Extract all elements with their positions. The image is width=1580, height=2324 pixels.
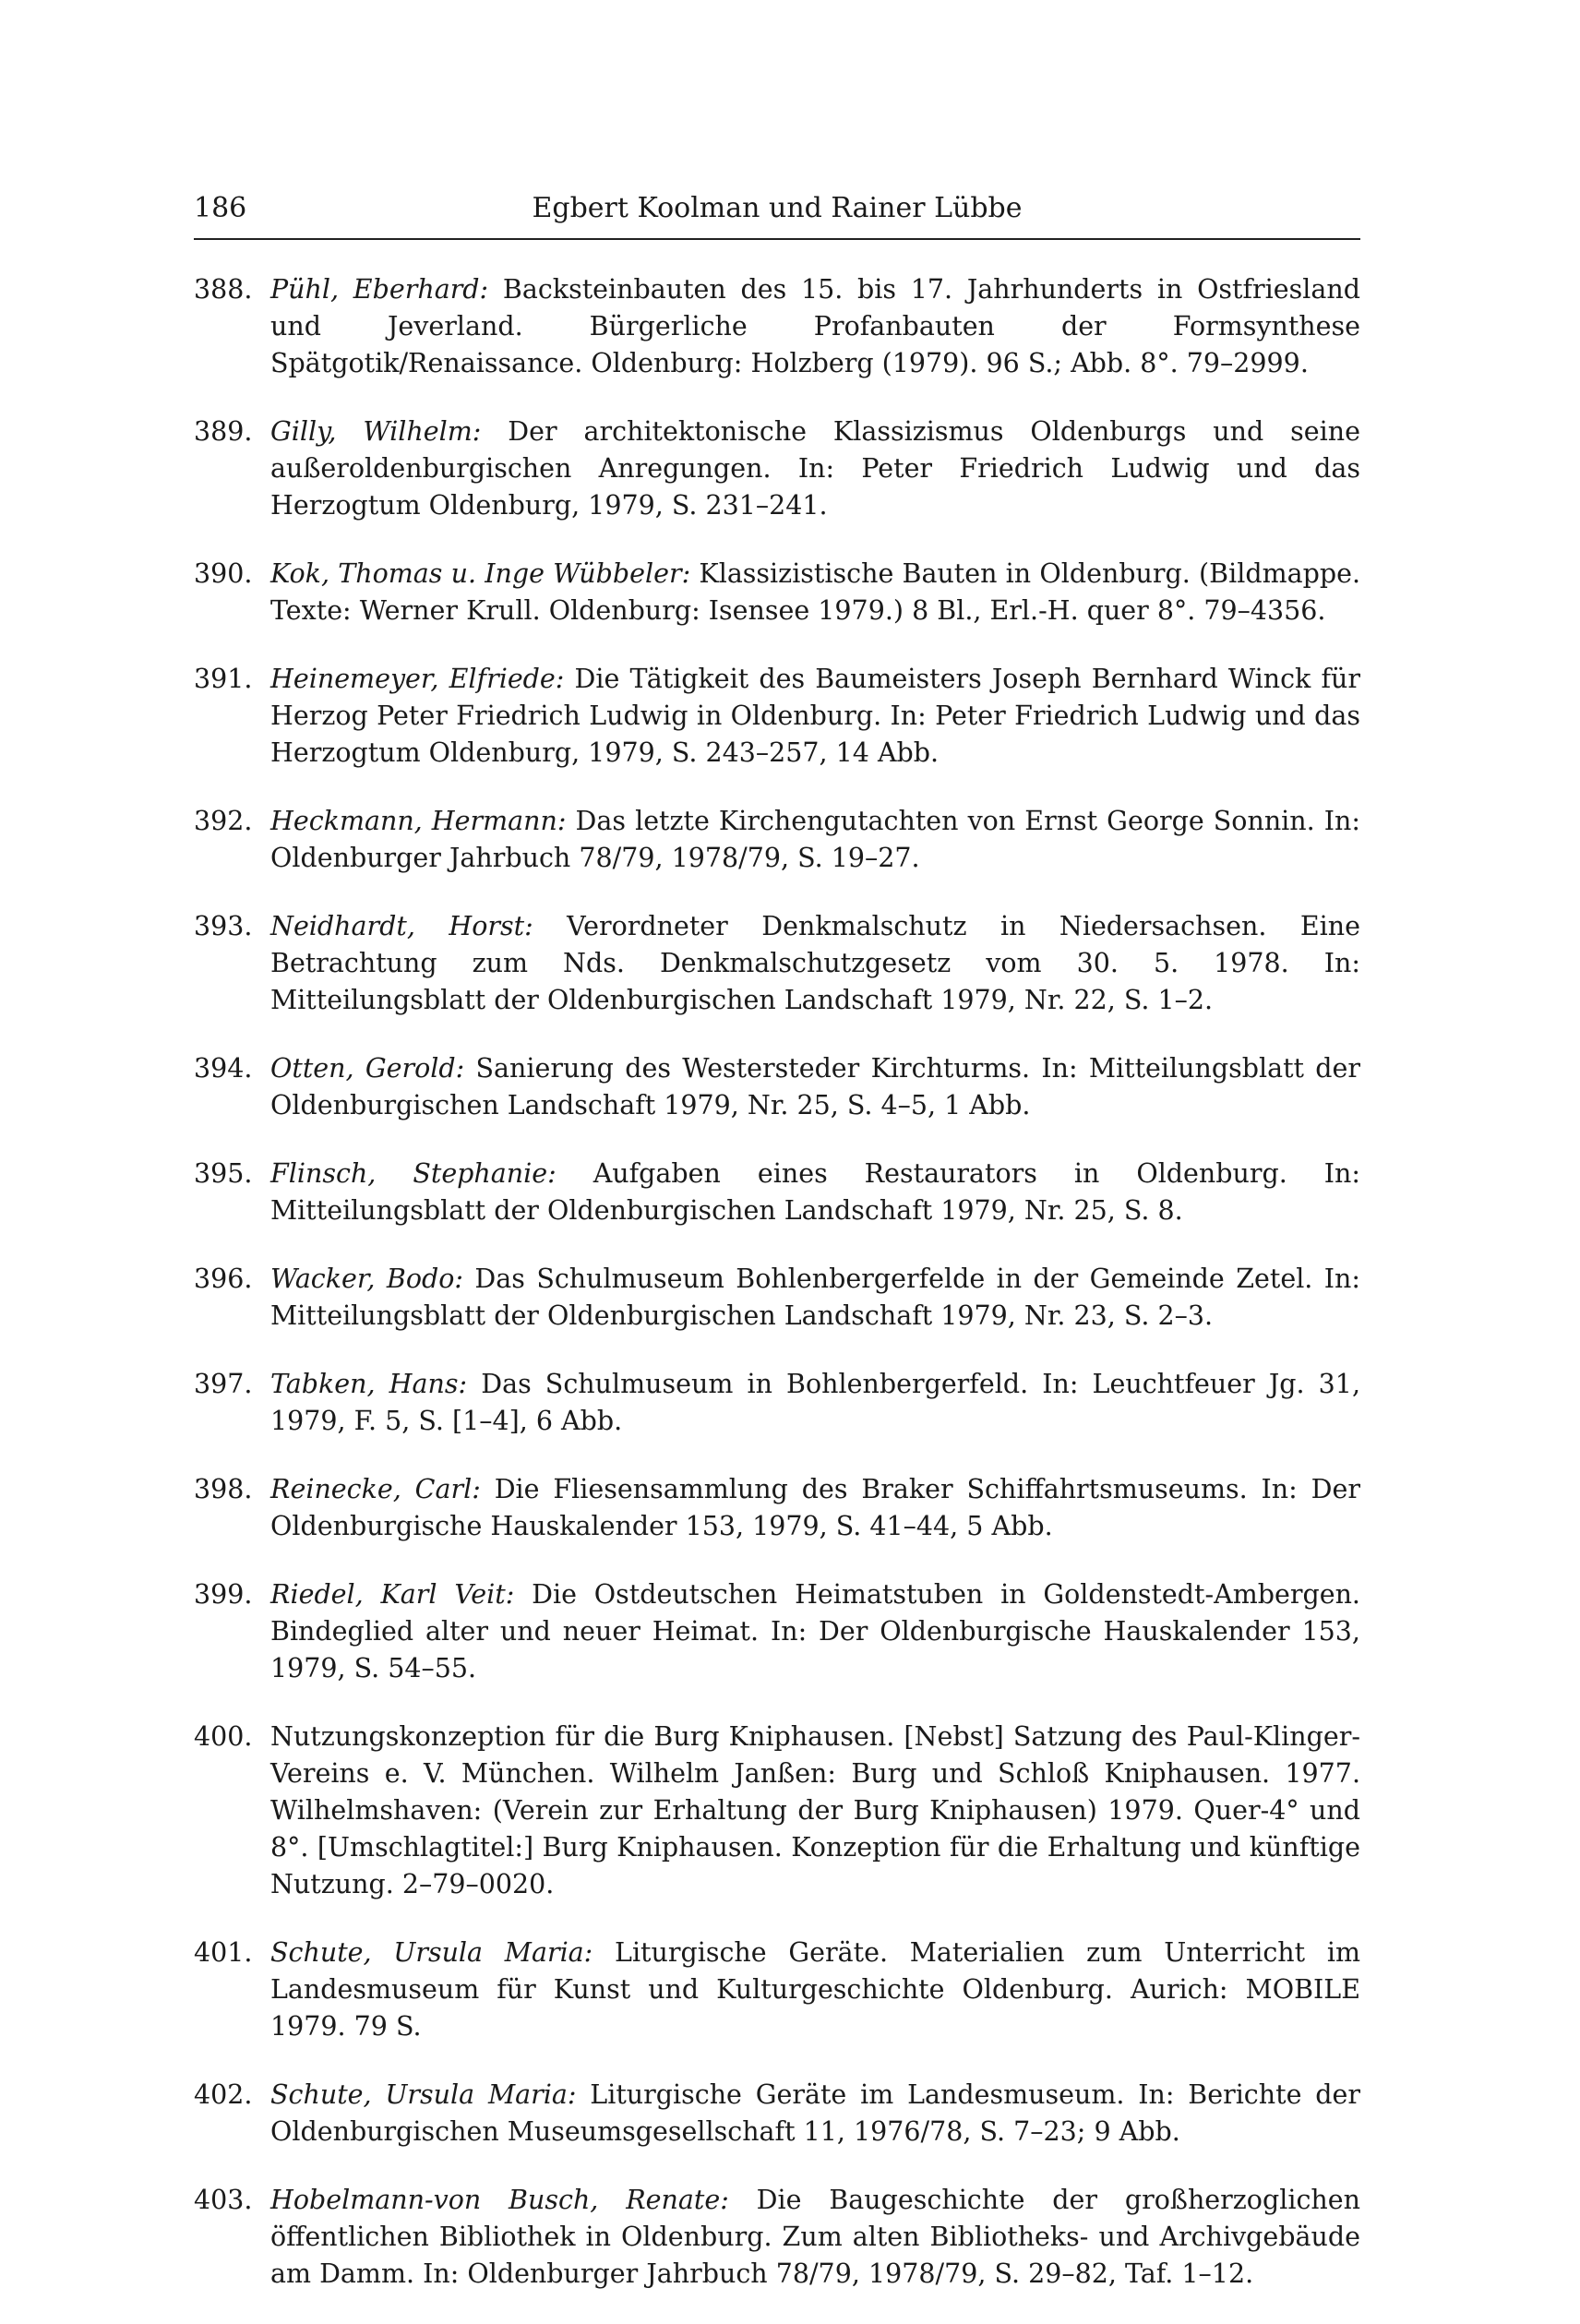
bibliography-entry xyxy=(194,1050,1360,1124)
entry-author: Heckmann, Hermann: xyxy=(270,806,567,836)
entry-text: Das Schulmuseum Bohlenbergerfelde in der Gemeinde Zetel. In: Mitteilungsblatt der Oldenburgischen Landschaft 1979, Nr. 23, S. 2–3. xyxy=(270,1264,1361,1331)
entry-author: Kok, Thomas u. Inge Wübbeler: xyxy=(270,558,691,589)
bibliography-entry xyxy=(194,1261,1360,1335)
entry-text: Nutzungskonzeption für die Burg Kniphausen. [Nebst] Satzung des Paul-Klinger-Vereins e. V. München. Wilhelm Janßen: Burg und Schloß Kniphausen. 1977. Wilhelmshaven: (Verein zur Erhaltung der Burg Kniphausen) 1979. Quer-4° und 8°. [Umschlagtitel:] Burg Kniphausen. Konzeption für die Erhaltung und künftige Nutzung. 2–79–0020. xyxy=(270,1721,1360,1899)
entry-number: 400. xyxy=(194,1721,253,1752)
bibliography-entry xyxy=(194,556,1360,629)
entry-text: Liturgische Geräte im Landesmuseum. In: Berichte der Oldenburgischen Museumsgesellschaft 11, 1976/78, S. 7–23; 9 Abb. xyxy=(270,2079,1360,2147)
entry-author: Hobelmann-von Busch, Renate: xyxy=(270,2185,729,2215)
entry-text: Backsteinbauten des 15. bis 17. Jahrhunderts in Ostfriesland und Jeverland. Bürgerliche Profanbauten der Formsynthese Spätgotik/Renaissance. Oldenburg: Holzberg (1979). 96 S.; Abb. 8°. 79–2999. xyxy=(270,274,1360,378)
bibliography-entry xyxy=(194,1935,1360,2045)
entry-text: Die Baugeschichte der großherzoglichen öffentlichen Bibliothek in Oldenburg. Zum alten Bibliotheks- und Archivgebäude am Damm. In: Oldenburger Jahrbuch 78/79, 1978/79, S. 29–82, Taf. 1–12. xyxy=(270,2185,1360,2289)
bibliography-entry xyxy=(194,1366,1360,1440)
bibliography-entry xyxy=(194,2182,1360,2293)
entry-author: Riedel, Karl Veit: xyxy=(270,1579,515,1610)
bibliography-entry xyxy=(194,2077,1360,2150)
entry-text: Aufgaben eines Restaurators in Oldenburg. In: Mitteilungsblatt der Oldenburgischen Landschaft 1979, Nr. 25, S. 8. xyxy=(270,1158,1360,1226)
entry-author: Heinemeyer, Elfriede: xyxy=(270,664,565,694)
entry-author: Otten, Gerold: xyxy=(270,1053,465,1084)
entry-number: 393. xyxy=(194,911,253,941)
entry-author: Flinsch, Stephanie: xyxy=(270,1158,557,1189)
bibliography-entry xyxy=(194,271,1360,382)
bibliography-entry xyxy=(194,1576,1360,1687)
entry-author: Schute, Ursula Maria: xyxy=(270,1937,593,1968)
entry-text: Der architektonische Klassizismus Oldenburgs und seine außeroldenburgischen Anregungen. In: Peter Friedrich Ludwig und das Herzogtum Oldenburg, 1979, S. 231–241. xyxy=(270,416,1360,521)
bibliography-entry xyxy=(194,1156,1360,1229)
entry-number: 401. xyxy=(194,1937,253,1968)
entry-author: Tabken, Hans: xyxy=(270,1369,468,1399)
entry-number: 402. xyxy=(194,2079,253,2110)
entry-text: Klassizistische Bauten in Oldenburg. (Bildmappe. Texte: Werner Krull. Oldenburg: Isensee 1979.) 8 Bl., Erl.-H. quer 8°. 79–4356. xyxy=(270,558,1360,626)
bibliography-entry xyxy=(194,803,1360,877)
entry-author: Wacker, Bodo: xyxy=(270,1264,463,1294)
entry-text: Liturgische Geräte. Materialien zum Unterricht im Landesmuseum für Kunst und Kulturgeschichte Oldenburg. Aurich: MOBILE 1979. 79 S. xyxy=(270,1937,1360,2042)
entry-number: 394. xyxy=(194,1053,253,1084)
entry-text: Die Tätigkeit des Baumeisters Joseph Bernhard Winck für Herzog Peter Friedrich Ludwig in Oldenburg. In: Peter Friedrich Ludwig und das Herzogtum Oldenburg, 1979, S. 243–257, 14 Abb. xyxy=(270,664,1360,768)
entry-author: Gilly, Wilhelm: xyxy=(270,416,482,447)
entry-number: 403. xyxy=(194,2185,253,2215)
entry-number: 388. xyxy=(194,274,253,305)
entry-number: 398. xyxy=(194,1474,253,1504)
bibliography-list xyxy=(194,271,1360,2324)
entry-text: Das Schulmuseum in Bohlenbergerfeld. In: Leuchtfeuer Jg. 31, 1979, F. 5, S. [1–4], 6 Abb. xyxy=(270,1369,1361,1436)
entry-number: 392. xyxy=(194,806,253,836)
bibliography-entry xyxy=(194,908,1360,1019)
page-header xyxy=(194,188,1360,240)
running-title: Egbert Koolman und Rainer Lübbe xyxy=(532,192,1023,224)
entry-number: 390. xyxy=(194,558,253,589)
entry-number: 399. xyxy=(194,1579,253,1610)
entry-number: 389. xyxy=(194,416,253,447)
entry-text: Verordneter Denkmalschutz in Niedersachsen. Eine Betrachtung zum Nds. Denkmalschutzgesetz vom 30. 5. 1978. In: Mitteilungsblatt der Oldenburgischen Landschaft 1979, Nr. 22, S. 1–2. xyxy=(270,911,1360,1015)
page-number: 186 xyxy=(194,192,247,224)
entry-text: Sanierung des Westersteder Kirchturms. In: Mitteilungsblatt der Oldenburgischen Landschaft 1979, Nr. 25, S. 4–5, 1 Abb. xyxy=(270,1053,1360,1120)
entry-text: Die Ostdeutschen Heimatstuben in Goldenstedt-Ambergen. Bindeglied alter und neuer Heimat. In: Der Oldenburgische Hauskalender 153, 1979, S. 54–55. xyxy=(270,1579,1360,1683)
entry-text: Die Fliesensammlung des Braker Schiffahrtsmuseums. In: Der Oldenburgische Hauskalender 153, 1979, S. 41–44, 5 Abb. xyxy=(270,1474,1360,1541)
bibliography-entry xyxy=(194,1471,1360,1545)
entry-author: Neidhardt, Horst: xyxy=(270,911,533,941)
entry-author: Reinecke, Carl: xyxy=(270,1474,481,1504)
entry-author: Pühl, Eberhard: xyxy=(270,274,489,305)
entry-author: Schute, Ursula Maria: xyxy=(270,2079,577,2110)
entry-number: 397. xyxy=(194,1369,253,1399)
bibliography-entry xyxy=(194,661,1360,772)
entry-number: 396. xyxy=(194,1264,253,1294)
bibliography-entry xyxy=(194,413,1360,524)
entry-text: Das letzte Kirchengutachten von Ernst George Sonnin. In: Oldenburger Jahrbuch 78/79, 1978/79, S. 19–27. xyxy=(270,806,1360,873)
entry-number: 391. xyxy=(194,664,253,694)
entry-number: 395. xyxy=(194,1158,253,1189)
bibliography-entry xyxy=(194,1719,1360,1903)
